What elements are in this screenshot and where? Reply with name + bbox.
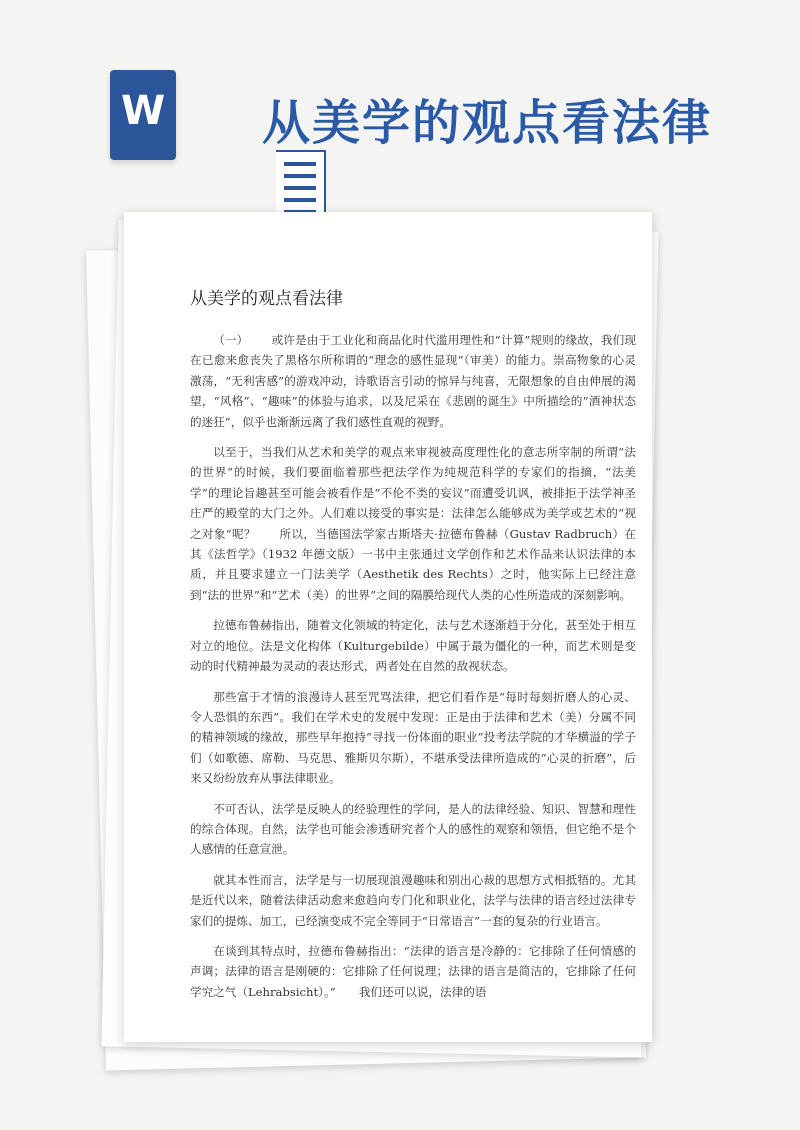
document-body	[190, 330, 636, 1012]
document-page	[124, 212, 652, 1042]
paragraph-2: 以至于，当我们从艺术和美学的观点来审视被高度理性化的意志所宰制的所谓“法的世界”的时候，我们要面临着那些把法学作为纯规范科学的专家们的指摘，“法美学”的理论旨趣甚至可能会被看作是“不伦不类的妄议”而遭受讥讽，被排拒于法学神圣庄严的殿堂的大门之外。人们难以接受的事实是：法律怎么能够成为美学或艺术的“视之对象”呢？ 所以，当德国法学家古斯塔夫·拉德布鲁赫（Gustav Radbruch）在其《法哲学》（1932 年德文版）一书中主张通过文学创作和艺术作品来认识法律的本质，并且要求建立一门法美学（Aesthetik des Rechts）之时，他实际上已经注意到“法的世界”和“艺术（美）的世界”之间的隔膜给现代人类的心性所造成的深刻影响。	[190, 445, 636, 602]
paragraph-5: 不可否认，法学是反映人的经验理性的学问，是人的法律经验、知识、智慧和理性的综合体现。自然，法学也可能会渗透研究者个人的感性的观察和领悟，但它绝不是个人感情的任意宣泄。	[190, 801, 636, 857]
paragraph-3: 拉德布鲁赫指出，随着文化领域的特定化，法与艺术逐渐趋于分化，甚至处于相互对立的地位。法是文化构体（Kulturgebilde）中属于最为僵化的一种，而艺术则是变动的时代精神最为灵动的表达形式，两者处在自然的敌视状态。	[190, 618, 636, 674]
paragraph-6: 就其本性而言，法学是与一切展现浪漫趣味和别出心裁的思想方式相抵牾的。尤其是近代以来，随着法律活动愈来愈趋向专门化和职业化，法学与法律的语言经过法律专家们的提炼、加工，已经演变成不完全等同于“日常语言”一套的复杂的行业语言。	[190, 872, 636, 928]
paragraph-7: 在谈到其特点时，拉德布鲁赫指出：“法律的语言是冷静的：它排除了任何情感的声调；法律的语言是刚硬的：它排除了任何说理；法律的语言是简洁的，它排除了任何学究之气（Lehrabsicht）。” 我们还可以说，法律的语	[190, 943, 636, 999]
word-letter: W	[120, 88, 166, 134]
banner	[0, 0, 800, 200]
document-title: 从美学的观点看法律	[190, 289, 343, 309]
paragraph-4: 那些富于才情的浪漫诗人甚至咒骂法律，把它们看作是“每时每刻折磨人的心灵、令人恐惧的东西”。我们在学术史的发展中发现：正是由于法律和艺术（美）分属不同的精神领域的缘故，那些早年抱持“寻找一份体面的职业”投考法学院的才华横溢的学子们（如歌德、席勒、马克思、雅斯贝尔斯），不堪承受法律所造成的“心灵的折磨”，后来又纷纷放弃从事法律职业。	[190, 689, 636, 786]
paragraph-1-text: 或许是由于工业化和商品化时代滥用理性和“计算”规则的缘故，我们现在已愈来愈丧失了黑格尔所称谓的“理念的感性显现”（审美）的能力。崇高物象的心灵激荡，“无利害感”的游戏冲动，诗歌语言引动的惊异与纯喜，无限想象的自由伸展的渴望，“风格”、“趣味”的体验与追求，以及尼采在《悲剧的诞生》中所描绘的“酒神状态的迷狂”，似乎也渐渐远离了我们感性直观的视野。	[190, 333, 636, 429]
banner-title: 从美学的观点看法律	[262, 95, 713, 151]
paragraph-1	[190, 330, 636, 432]
word-lines-graphic	[276, 150, 326, 220]
section-marker: （一）	[213, 333, 249, 347]
word-tile	[110, 70, 176, 160]
